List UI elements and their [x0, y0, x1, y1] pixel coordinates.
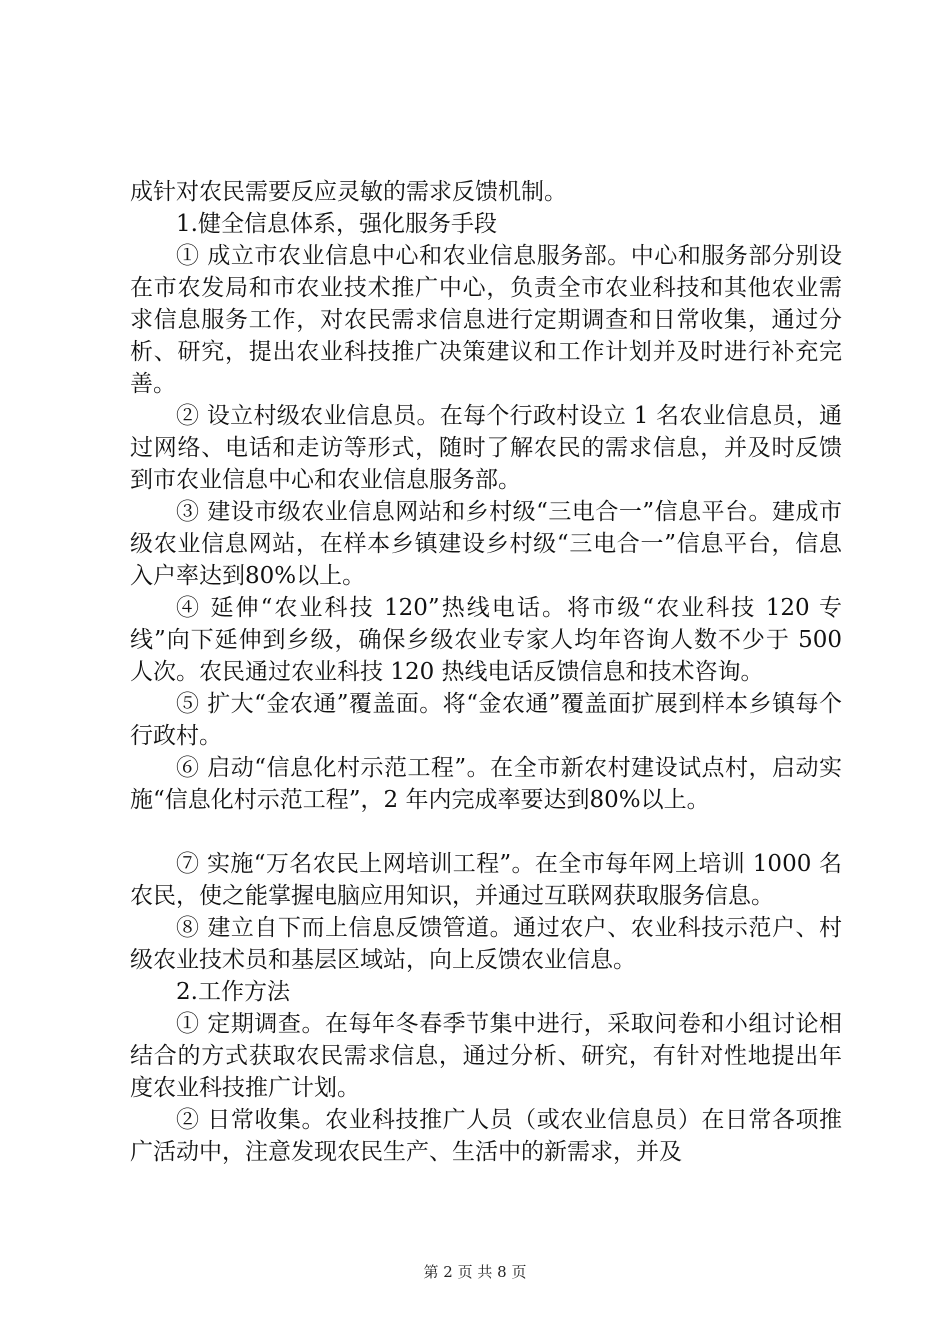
- paragraph-item-4: ④ 延伸“农业科技 120”热线电话。将市级“农业科技 120 专线”向下延伸到乡级，确保乡级农业专家人均年咨询人数不少于 500 人次。农民通过农业科技 120 热线电话反馈信息和技术咨询。: [130, 595, 842, 685]
- paragraph-item-1: ① 成立市农业信息中心和农业信息服务部。中心和服务部分别设在市农发局和市农业技术推广中心，负责全市农业科技和其他农业需求信息服务工作，对农民需求信息进行定期调查和日常收集，通过分析、研究，提出农业科技推广决策建议和工作计划并及时进行补充完善。: [130, 243, 842, 397]
- paragraph-item-3: ③ 建设市级农业信息网站和乡村级“三电合一”信息平台。建成市级农业信息网站，在样本乡镇建设乡村级“三电合一”信息平台，信息入户率达到80%以上。: [130, 499, 842, 589]
- paragraph-method-2: ② 日常收集。农业科技推广人员（或农业信息员）在日常各项推广活动中，注意发现农民生产、生活中的新需求，并及: [130, 1107, 842, 1165]
- paragraph-item-7: ⑦ 实施“万名农民上网培训工程”。在全市每年网上培训 1000 名农民，使之能掌握电脑应用知识，并通过互联网获取服务信息。: [130, 851, 842, 909]
- paragraph-item-2: ② 设立村级农业信息员。在每个行政村设立 1 名农业信息员，通过网络、电话和走访等形式，随时了解农民的需求信息，并及时反馈到市农业信息中心和农业信息服务部。: [130, 403, 842, 493]
- section-heading-1: 1.健全信息体系，强化服务手段: [176, 211, 497, 237]
- paragraph-continuation: 成针对农民需要反应灵敏的需求反馈机制。: [130, 179, 567, 205]
- section-heading-2: 2.工作方法: [176, 979, 290, 1005]
- document-body: [130, 176, 842, 1168]
- paragraph-method-1: ① 定期调查。在每年冬春季节集中进行，采取问卷和小组讨论相结合的方式获取农民需求信息，通过分析、研究，有针对性地提出年度农业科技推广计划。: [130, 1011, 842, 1101]
- paragraph-item-8: ⑧ 建立自下而上信息反馈管道。通过农户、农业科技示范户、村级农业技术员和基层区域站，向上反馈农业信息。: [130, 915, 842, 973]
- paragraph-item-6: ⑥ 启动“信息化村示范工程”。在全市新农村建设试点村，启动实施“信息化村示范工程”，2 年内完成率要达到80%以上。: [130, 755, 842, 813]
- page-footer: 第 2 页 共 8 页: [423, 1263, 527, 1281]
- paragraph-item-5: ⑤ 扩大“金农通”覆盖面。将“金农通”覆盖面扩展到样本乡镇每个行政村。: [130, 691, 842, 749]
